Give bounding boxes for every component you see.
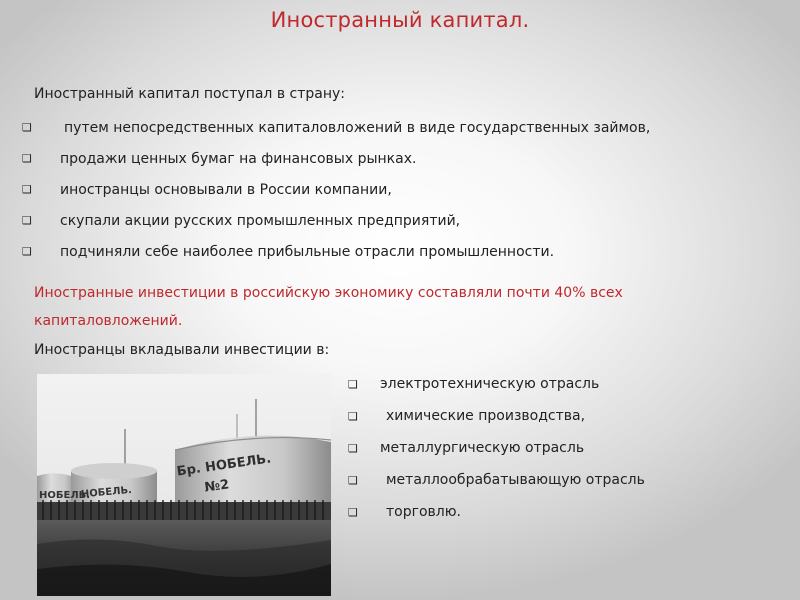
tank-label: Бр. НОБЕЛЬ. (175, 451, 273, 480)
checkbox-bullet-icon: ❑ (22, 121, 32, 134)
tank-label: №2 (203, 477, 231, 496)
list-item (22, 174, 650, 205)
checkbox-bullet-icon: ❑ (348, 377, 358, 391)
checkbox-bullet-icon: ❑ (22, 214, 32, 227)
list-item-text: металлургическую отрасль (380, 440, 585, 456)
capital-sources-list (22, 112, 650, 267)
sectors-list (348, 368, 645, 528)
checkbox-bullet-icon: ❑ (22, 245, 32, 258)
sectors-intro-text: Иностранцы вкладывали инвестиции в: (34, 342, 330, 358)
checkbox-bullet-icon: ❑ (348, 441, 358, 455)
checkbox-bullet-icon: ❑ (22, 152, 32, 165)
list-item-text: продажи ценных бумаг на финансовых рынках. (60, 150, 417, 167)
list-item-text: химические производства, (386, 408, 586, 424)
tank-label: НОБЕЛЬ. (80, 484, 133, 501)
list-item (22, 236, 650, 267)
list-item (22, 205, 650, 236)
list-item-text: подчиняли себе наиболее прибыльные отрасли промышленности. (60, 243, 555, 260)
list-item (348, 432, 645, 464)
list-item (348, 496, 645, 528)
list-item-text: иностранцы основывали в России компании, (60, 181, 392, 198)
list-item (348, 400, 645, 432)
checkbox-bullet-icon: ❑ (348, 505, 358, 519)
list-item-text: путем непосредственных капиталовложений в виде государственных займов, (64, 119, 651, 136)
checkbox-bullet-icon: ❑ (22, 183, 32, 196)
checkbox-bullet-icon: ❑ (348, 409, 358, 423)
list-item (22, 112, 650, 143)
list-item-text: торговлю. (386, 504, 461, 520)
list-item (348, 368, 645, 400)
intro-text: Иностранный капитал поступал в страну: (34, 86, 346, 102)
checkbox-bullet-icon: ❑ (348, 473, 358, 487)
list-item-text: электротехническую отрасль (380, 376, 600, 392)
list-item (22, 143, 650, 174)
investment-share-text: Иностранные инвестиции в российскую экономику составляли почти 40% всех капиталовложений. (34, 285, 623, 329)
tank-label: НОБЕЛЬ. (39, 490, 91, 501)
list-item (348, 464, 645, 496)
list-item-text: металлообрабатывающую отрасль (386, 472, 645, 488)
oil-tanks-photo (37, 374, 331, 596)
page-title: Иностранный капитал. (270, 8, 530, 32)
list-item-text: скупали акции русских промышленных предприятий, (60, 212, 461, 229)
